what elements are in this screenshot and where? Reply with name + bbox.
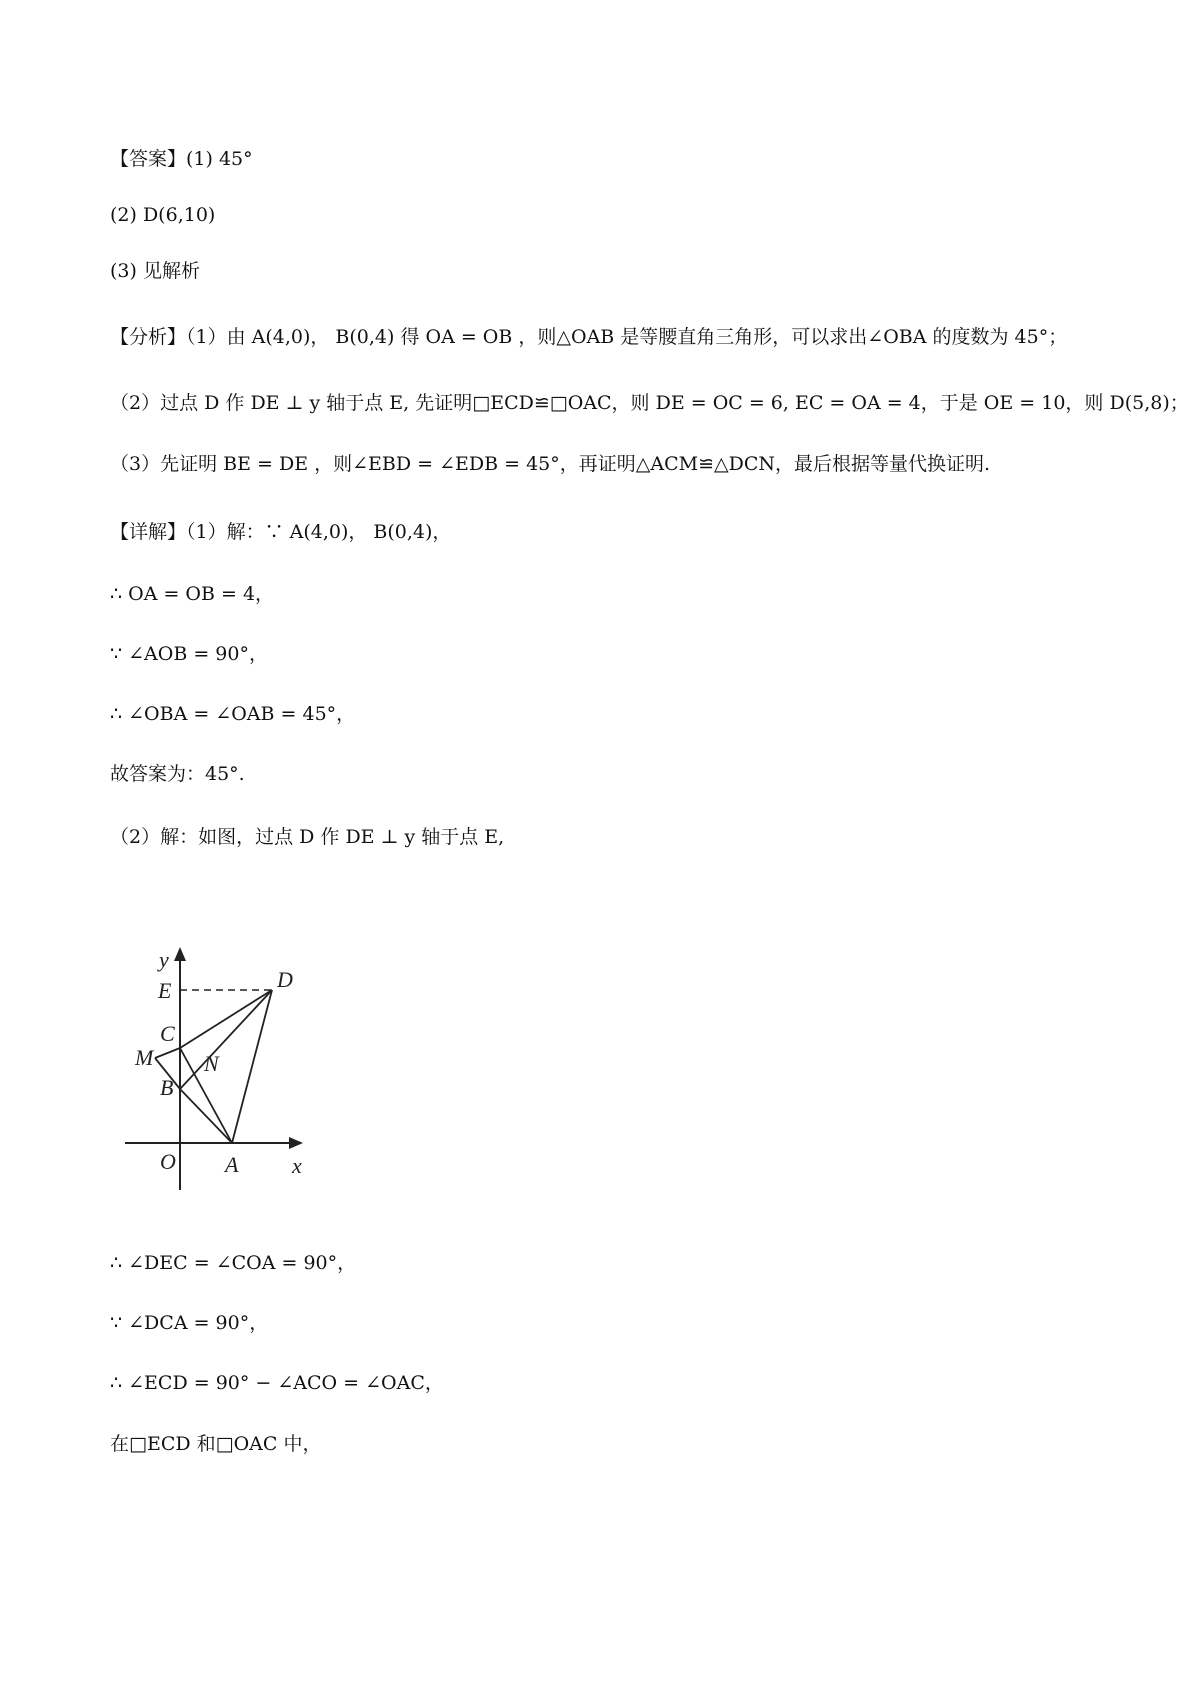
label-n: N: [204, 1051, 219, 1076]
segment-da: [232, 990, 272, 1143]
detail-step-3: ∴ ∠OBA = ∠OAB = 45°，: [110, 703, 356, 725]
label-c: C: [160, 1021, 175, 1046]
detail-step-8: 在□ECD 和□OAC 中，: [110, 1433, 322, 1455]
detail-step-4: 故答案为：45°.: [110, 763, 245, 785]
answer-part-3: (3) 见解析: [110, 260, 200, 282]
geometry-diagram: [125, 945, 355, 1205]
analysis-part-2: （2）过点 D 作 DE ⊥ y 轴于点 E, 先证明□ECD≌□OAC，则 DE = OC = 6, EC = OA = 4，于是 OE = 10，则 D(5,8)；: [110, 392, 1189, 414]
label-e: E: [158, 978, 172, 1003]
y-axis-arrow-icon: [174, 947, 186, 961]
detail-step-6: ∵ ∠DCA = 90°，: [110, 1312, 269, 1334]
label-m: M: [135, 1045, 154, 1070]
analysis-part-1: 【分析】（1）由 A(4,0)， B(0,4) 得 OA = OB ，则△OAB 是等腰直角三角形，可以求出∠OBA 的度数为 45°；: [110, 326, 1068, 348]
label-b: B: [160, 1075, 174, 1100]
segment-mc: [155, 1048, 180, 1058]
label-o: O: [160, 1149, 176, 1174]
label-d: D: [277, 967, 293, 992]
geometry-figure: [125, 945, 355, 1205]
label-x: x: [292, 1153, 302, 1178]
answer-heading: 【答案】(1) 45°: [110, 148, 253, 170]
label-y: y: [159, 947, 169, 972]
detail-step-1: ∴ OA = OB = 4，: [110, 583, 275, 605]
detail-step-7: ∴ ∠ECD = 90° − ∠ACO = ∠OAC，: [110, 1372, 444, 1394]
answer-part-2: (2) D(6,10): [110, 204, 216, 226]
detail-step-2: ∵ ∠AOB = 90°，: [110, 643, 268, 665]
detail-heading: 【详解】（1）解：∵ A(4,0)， B(0,4)，: [110, 521, 452, 543]
detail-step-5: ∴ ∠DEC = ∠COA = 90°，: [110, 1252, 357, 1274]
x-axis-arrow-icon: [289, 1137, 303, 1149]
label-a: A: [225, 1152, 239, 1177]
analysis-part-3: （3）先证明 BE = DE ，则∠EBD = ∠EDB = 45°，再证明△ACM≌△DCN，最后根据等量代换证明.: [110, 453, 991, 475]
detail-part-2-intro: （2）解：如图，过点 D 作 DE ⊥ y 轴于点 E,: [110, 826, 505, 848]
